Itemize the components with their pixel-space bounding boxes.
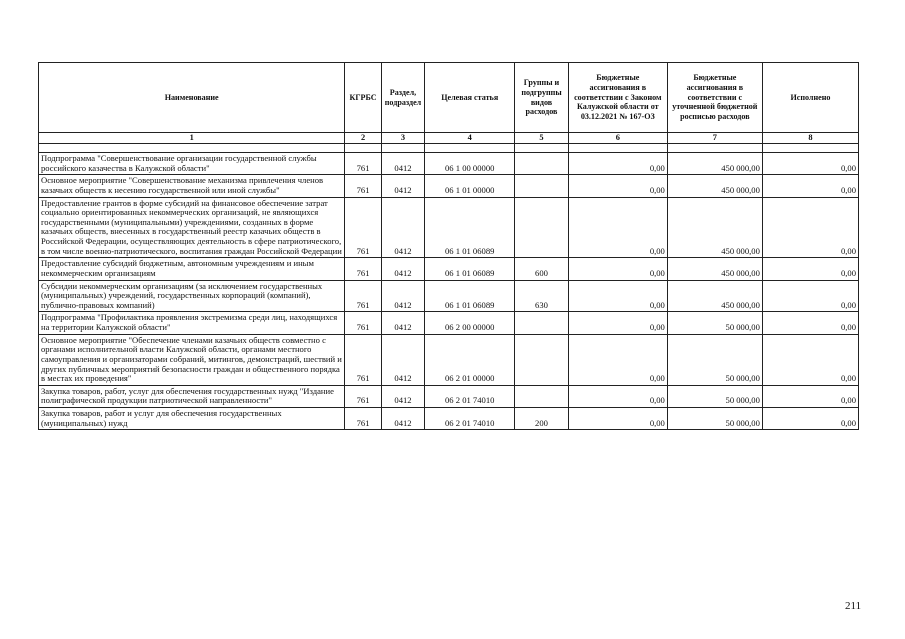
table-row — [39, 280, 859, 312]
cell-name: Подпрограмма "Совершенствование организации государственной службы российского казачества в Калужской области" — [39, 153, 345, 175]
cell-name: Предоставление грантов в форме субсидий на финансовое обеспечение затрат социально ориентированных некоммерческих организаций, не являющихся государственными (муниципальными) учреждениями, созданных в форме казачьих обществ, внесенных в государственный реестр казачьих обществ в Российской Федерации, осуществляющих деятельность в сфере патриотического, в том числе военно-патриотического, воспитания граждан Российской Федерации — [39, 197, 345, 258]
table-row — [39, 175, 859, 197]
table-row — [39, 385, 859, 407]
cell-expense-group — [515, 197, 569, 258]
column-number: 8 — [762, 133, 858, 144]
cell-target-article: 06 2 00 00000 — [425, 312, 515, 334]
cell-target-article: 06 2 01 74010 — [425, 408, 515, 430]
cell-plan-amount: 450 000,00 — [667, 153, 762, 175]
header-kgrbs: КГРБС — [345, 63, 381, 133]
cell-section: 0412 — [381, 197, 424, 258]
table-row — [39, 408, 859, 430]
cell-law-amount: 0,00 — [568, 197, 667, 258]
cell-law-amount: 0,00 — [568, 334, 667, 385]
cell-law-amount: 0,00 — [568, 258, 667, 280]
cell-kgrbs: 761 — [345, 385, 381, 407]
table-row — [39, 334, 859, 385]
cell-law-amount: 0,00 — [568, 312, 667, 334]
column-number: 2 — [345, 133, 381, 144]
header-name: Наименование — [39, 63, 345, 133]
cell-name: Подпрограмма "Профилактика проявления экстремизма среди лиц, находящихся на территории Калужской области" — [39, 312, 345, 334]
cell-executed-amount: 0,00 — [762, 312, 858, 334]
cell-executed-amount: 0,00 — [762, 153, 858, 175]
cell-plan-amount: 50 000,00 — [667, 312, 762, 334]
cell-section: 0412 — [381, 312, 424, 334]
cell-executed-amount: 0,00 — [762, 175, 858, 197]
cell-target-article: 06 1 01 06089 — [425, 197, 515, 258]
cell-plan-amount: 450 000,00 — [667, 280, 762, 312]
cell-expense-group — [515, 312, 569, 334]
cell-plan-amount: 50 000,00 — [667, 334, 762, 385]
cell-section: 0412 — [381, 385, 424, 407]
cell-kgrbs: 761 — [345, 197, 381, 258]
table-row — [39, 153, 859, 175]
cell-section: 0412 — [381, 175, 424, 197]
cell-target-article: 06 1 00 00000 — [425, 153, 515, 175]
column-number: 1 — [39, 133, 345, 144]
table-body — [39, 144, 859, 430]
cell-section: 0412 — [381, 408, 424, 430]
header-group: Группы и подгруппы видов расходов — [515, 63, 569, 133]
cell-plan-amount: 450 000,00 — [667, 258, 762, 280]
header-target: Целевая статья — [425, 63, 515, 133]
cell-section: 0412 — [381, 258, 424, 280]
cell-name: Основное мероприятие "Совершенствование механизма привлечения членов казачьих обществ к несению государственной или иной службы" — [39, 175, 345, 197]
cell-law-amount: 0,00 — [568, 175, 667, 197]
cell-target-article: 06 1 01 06089 — [425, 280, 515, 312]
cell-expense-group — [515, 385, 569, 407]
cell-expense-group — [515, 334, 569, 385]
cell-expense-group: 600 — [515, 258, 569, 280]
table-row — [39, 312, 859, 334]
cell-section: 0412 — [381, 334, 424, 385]
column-number: 7 — [667, 133, 762, 144]
cell-plan-amount: 50 000,00 — [667, 408, 762, 430]
cell-target-article: 06 1 01 06089 — [425, 258, 515, 280]
cell-target-article: 06 2 01 00000 — [425, 334, 515, 385]
column-number: 3 — [381, 133, 424, 144]
column-number: 4 — [425, 133, 515, 144]
cell-executed-amount: 0,00 — [762, 197, 858, 258]
cell-kgrbs: 761 — [345, 334, 381, 385]
header-row — [39, 63, 859, 133]
cell-kgrbs: 761 — [345, 312, 381, 334]
cell-expense-group — [515, 153, 569, 175]
table-row — [39, 258, 859, 280]
cell-plan-amount: 50 000,00 — [667, 385, 762, 407]
cell-target-article: 06 2 01 74010 — [425, 385, 515, 407]
cell-kgrbs: 761 — [345, 175, 381, 197]
cell-executed-amount: 0,00 — [762, 408, 858, 430]
table-row — [39, 197, 859, 258]
cell-section: 0412 — [381, 280, 424, 312]
spacer-row — [39, 144, 859, 153]
cell-expense-group: 200 — [515, 408, 569, 430]
cell-kgrbs: 761 — [345, 258, 381, 280]
cell-law-amount: 0,00 — [568, 385, 667, 407]
cell-kgrbs: 761 — [345, 153, 381, 175]
cell-kgrbs: 761 — [345, 280, 381, 312]
column-number: 5 — [515, 133, 569, 144]
cell-name: Основное мероприятие "Обеспечение членами казачьих обществ совместно с органами исполнительной власти Калужской области, органами местного самоуправления и организаторами собраний, митингов, демонстраций, шествий и других публичных мероприятий безопасности граждан и общественного порядка в местах их проведения" — [39, 334, 345, 385]
page-number: 211 — [845, 600, 862, 612]
cell-law-amount: 0,00 — [568, 280, 667, 312]
cell-plan-amount: 450 000,00 — [667, 175, 762, 197]
cell-name: Закупка товаров, работ и услуг для обеспечения государственных (муниципальных) нужд — [39, 408, 345, 430]
cell-executed-amount: 0,00 — [762, 334, 858, 385]
column-number: 6 — [568, 133, 667, 144]
cell-section: 0412 — [381, 153, 424, 175]
cell-expense-group — [515, 175, 569, 197]
cell-law-amount: 0,00 — [568, 408, 667, 430]
cell-executed-amount: 0,00 — [762, 258, 858, 280]
cell-expense-group: 630 — [515, 280, 569, 312]
cell-plan-amount: 450 000,00 — [667, 197, 762, 258]
cell-executed-amount: 0,00 — [762, 280, 858, 312]
header-done: Исполнено — [762, 63, 858, 133]
header-plan: Бюджетные ассигнования в соответствии с уточненной бюджетной росписью расходов — [667, 63, 762, 133]
cell-executed-amount: 0,00 — [762, 385, 858, 407]
header-section: Раздел, подраздел — [381, 63, 424, 133]
cell-target-article: 06 1 01 00000 — [425, 175, 515, 197]
header-law: Бюджетные ассигнования в соответствии с Законом Калужской области от 03.12.2021 № 167-ОЗ — [568, 63, 667, 133]
cell-law-amount: 0,00 — [568, 153, 667, 175]
cell-kgrbs: 761 — [345, 408, 381, 430]
cell-name: Закупка товаров, работ, услуг для обеспечения государственных нужд "Издание полиграфической продукции патриотической направленности" — [39, 385, 345, 407]
budget-table — [38, 62, 859, 430]
column-number-row — [39, 133, 859, 144]
cell-name: Предоставление субсидий бюджетным, автономным учреждениям и иным некоммерческим организациям — [39, 258, 345, 280]
cell-name: Субсидии некоммерческим организациям (за исключением государственных (муниципальных) учреждений, государственных корпораций (компаний), публично-правовых компаний) — [39, 280, 345, 312]
